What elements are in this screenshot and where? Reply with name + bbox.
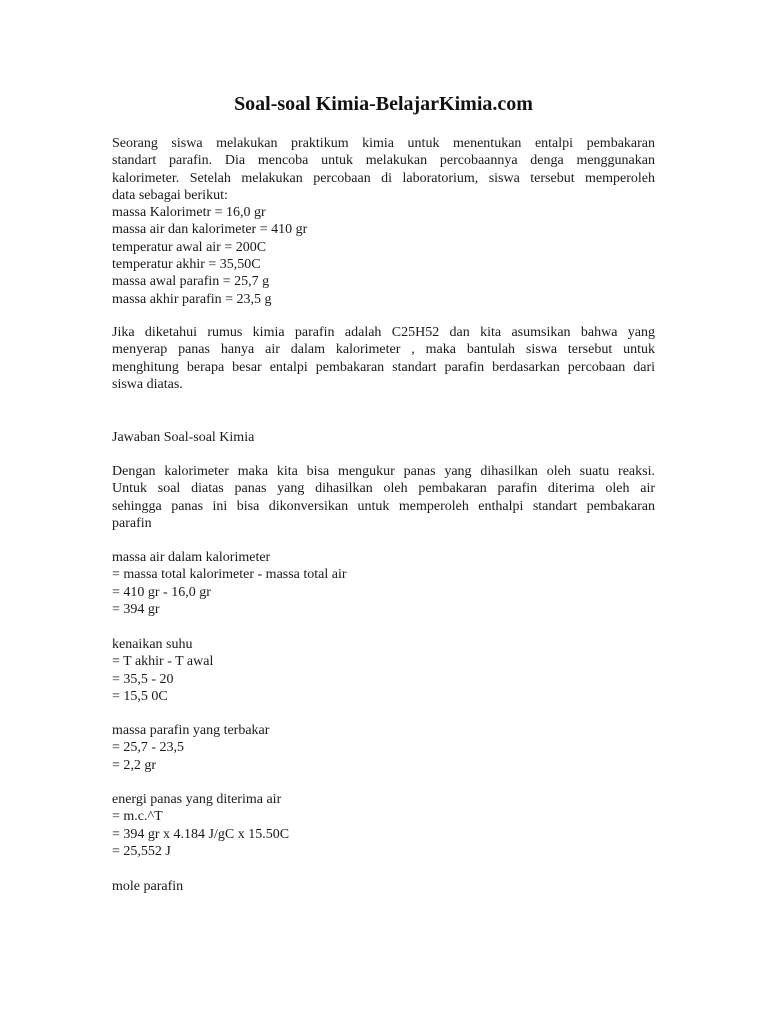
answer-intro-line: sehingga panas ini bisa dikonversikan untuk memperoleh enthalpi standart pembakaran bbox=[112, 498, 655, 514]
intro-line: data sebagai berikut: bbox=[112, 187, 228, 203]
calc-line: = 25,552 J bbox=[112, 843, 171, 859]
question-paragraph bbox=[112, 324, 655, 393]
calc-line: mole parafin bbox=[112, 879, 184, 894]
calc-line: = m.c.^T bbox=[112, 809, 163, 825]
question-line: siswa diatas. bbox=[112, 376, 183, 392]
answer-intro-paragraph bbox=[112, 463, 655, 532]
calc-step-water-mass bbox=[112, 549, 655, 618]
calc-line: kenaikan suhu bbox=[112, 637, 193, 652]
page-title: Soal-soal Kimia-BelajarKimia.com bbox=[234, 93, 533, 115]
calc-line: = 25,7 - 23,5 bbox=[112, 740, 185, 756]
data-item: massa air dan kalorimeter = 410 gr bbox=[112, 222, 308, 238]
data-item: massa awal parafin = 25,7 g bbox=[112, 274, 270, 290]
question-line: menghitung berapa besar entalpi pembakaran standart parafin berdasarkan percobaan dari bbox=[112, 359, 655, 375]
answer-intro-line: Untuk soal diatas panas yang dihasilkan oleh pembakaran parafin diterima oleh air bbox=[112, 481, 655, 497]
intro-line: kalorimeter. Setelah melakukan percobaan di laboratorium, siswa tersebut memperoleh bbox=[112, 170, 655, 186]
calc-line: = massa total kalorimeter - massa total air bbox=[112, 567, 347, 583]
data-item: massa akhir parafin = 23,5 g bbox=[112, 291, 272, 307]
calc-line: = 394 gr bbox=[112, 601, 160, 617]
question-line: menyerap panas hanya air dalam kalorimeter , maka bantulah siswa tersebut untuk bbox=[112, 342, 655, 358]
calc-line: massa parafin yang terbakar bbox=[112, 723, 270, 738]
answer-intro-line: Dengan kalorimeter maka kita bisa mengukur panas yang dihasilkan oleh suatu reaksi. bbox=[112, 464, 655, 479]
question-line: Jika diketahui rumus kimia parafin adalah C25H52 dan kita asumsikan bahwa yang bbox=[112, 325, 655, 340]
calc-line: massa air dalam kalorimeter bbox=[112, 550, 271, 565]
answer-intro-line: parafin bbox=[112, 515, 152, 531]
calc-line: = 2,2 gr bbox=[112, 757, 157, 773]
answer-heading-text: Jawaban Soal-soal Kimia bbox=[112, 430, 255, 445]
calc-step-paraffin-moles bbox=[112, 878, 655, 895]
answer-heading bbox=[112, 429, 655, 446]
calc-line: = 15,5 0C bbox=[112, 688, 168, 704]
data-item: massa Kalorimetr = 16,0 gr bbox=[112, 205, 266, 221]
calc-line: energi panas yang diterima air bbox=[112, 792, 282, 807]
calc-line: = T akhir - T awal bbox=[112, 654, 214, 670]
calc-step-heat-energy bbox=[112, 791, 655, 860]
calc-step-temperature-rise bbox=[112, 636, 655, 705]
calc-line: = 394 gr x 4.184 J/gC x 15.50C bbox=[112, 826, 290, 842]
calc-line: = 410 gr - 16,0 gr bbox=[112, 584, 211, 600]
data-item: temperatur awal air = 200C bbox=[112, 239, 267, 255]
calc-step-burned-paraffin bbox=[112, 722, 655, 774]
intro-line: standart parafin. Dia mencoba untuk melakukan percobaannya denga menggunakan bbox=[112, 153, 655, 169]
calc-line: = 35,5 - 20 bbox=[112, 671, 174, 687]
data-item: temperatur akhir = 35,50C bbox=[112, 257, 261, 273]
intro-paragraph bbox=[112, 135, 655, 308]
intro-line: Seorang siswa melakukan praktikum kimia untuk menentukan entalpi pembakaran bbox=[112, 136, 655, 151]
